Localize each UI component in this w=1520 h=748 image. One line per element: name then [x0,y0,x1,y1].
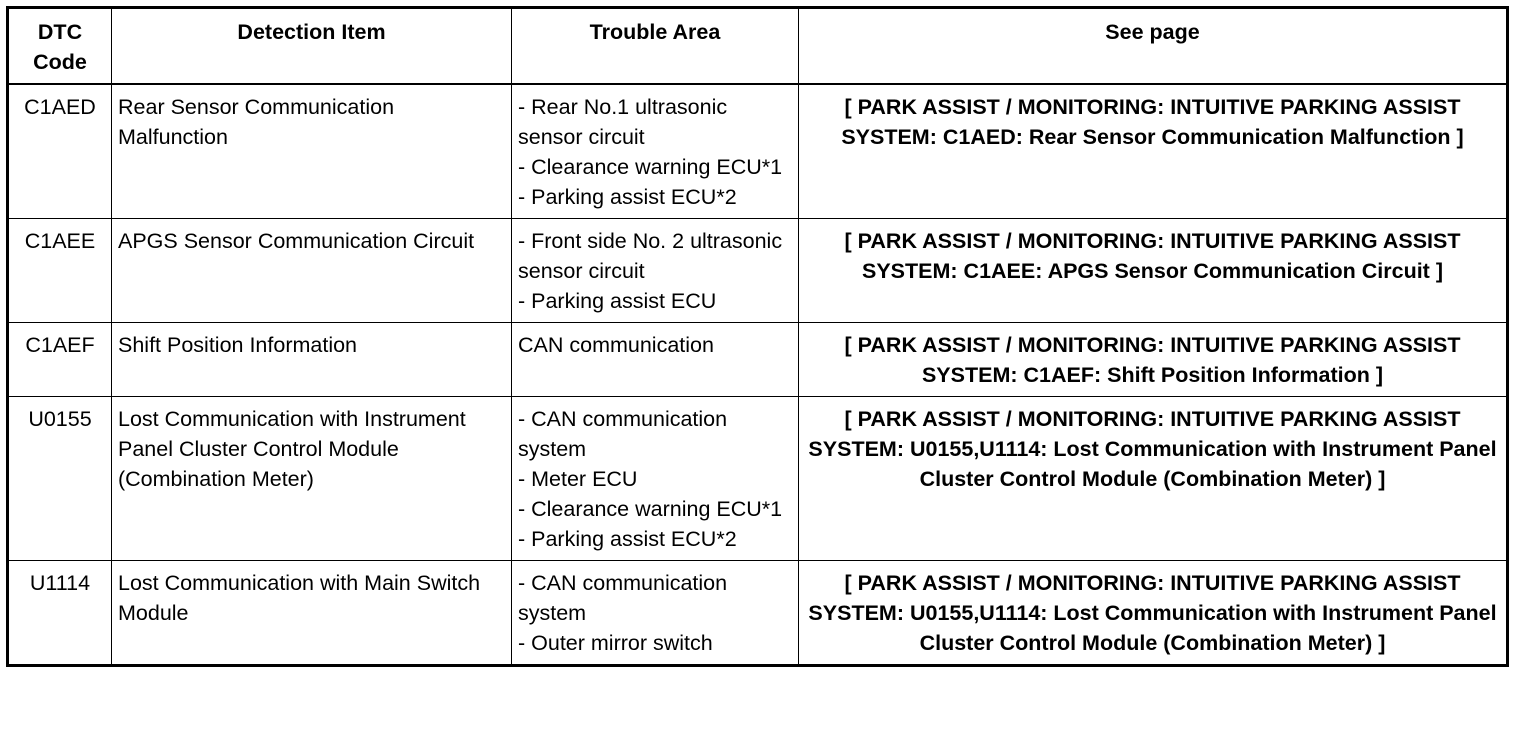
table-body [8,84,1508,666]
trouble-area-item: - Outer mirror switch [518,631,713,655]
table-row [8,219,1508,323]
trouble-area-cell [512,561,799,666]
trouble-area-cell [512,84,799,219]
table-row [8,323,1508,397]
detection-item-cell: Rear Sensor Communication Malfunction [112,84,512,219]
header-detection-item: Detection Item [112,8,512,85]
table-row [8,397,1508,561]
detection-item-cell: APGS Sensor Communication Circuit [112,219,512,323]
see-page-link[interactable]: [ PARK ASSIST / MONITORING: INTUITIVE PARKING ASSIST SYSTEM: U0155,U1114: Lost Communication with Instrument Panel Cluster Control Module (Combination Meter) ] [799,397,1508,561]
see-page-link[interactable]: [ PARK ASSIST / MONITORING: INTUITIVE PARKING ASSIST SYSTEM: C1AEE: APGS Sensor Communication Circuit ] [799,219,1508,323]
see-page-link[interactable]: [ PARK ASSIST / MONITORING: INTUITIVE PARKING ASSIST SYSTEM: C1AEF: Shift Position Information ] [799,323,1508,397]
trouble-area-item: - Meter ECU [518,467,638,491]
header-trouble-area: Trouble Area [512,8,799,85]
dtc-code-cell: U0155 [8,397,112,561]
detection-item-cell: Lost Communication with Instrument Panel Cluster Control Module (Combination Meter) [112,397,512,561]
trouble-area-cell [512,323,799,397]
header-see-page: See page [799,8,1508,85]
trouble-area-item: - Parking assist ECU*2 [518,185,737,209]
trouble-area-item: - Clearance warning ECU*1 [518,155,783,179]
trouble-area-item: - Rear No.1 ultrasonic sensor circuit [518,95,728,149]
trouble-area-cell [512,397,799,561]
see-page-link[interactable]: [ PARK ASSIST / MONITORING: INTUITIVE PARKING ASSIST SYSTEM: C1AED: Rear Sensor Communication Malfunction ] [799,84,1508,219]
trouble-area-item: - CAN communication system [518,407,728,461]
trouble-area-item: CAN communication [518,333,714,357]
trouble-area-cell [512,219,799,323]
dtc-code-cell: C1AEE [8,219,112,323]
dtc-code-cell: C1AEF [8,323,112,397]
dtc-table-container [6,6,1509,667]
detection-item-cell: Shift Position Information [112,323,512,397]
table-row [8,84,1508,219]
trouble-area-item: - Parking assist ECU*2 [518,527,737,551]
header-row [8,8,1508,85]
trouble-area-item: - Parking assist ECU [518,289,717,313]
see-page-link[interactable]: [ PARK ASSIST / MONITORING: INTUITIVE PARKING ASSIST SYSTEM: U0155,U1114: Lost Communication with Instrument Panel Cluster Control Module (Combination Meter) ] [799,561,1508,666]
table-row [8,561,1508,666]
trouble-area-item: - Front side No. 2 ultrasonic sensor circuit [518,229,783,283]
detection-item-cell: Lost Communication with Main Switch Module [112,561,512,666]
dtc-code-cell: C1AED [8,84,112,219]
dtc-code-cell: U1114 [8,561,112,666]
header-dtc-code: DTC Code [8,8,112,85]
trouble-area-item: - Clearance warning ECU*1 [518,497,783,521]
dtc-table [6,6,1509,667]
trouble-area-item: - CAN communication system [518,571,728,625]
